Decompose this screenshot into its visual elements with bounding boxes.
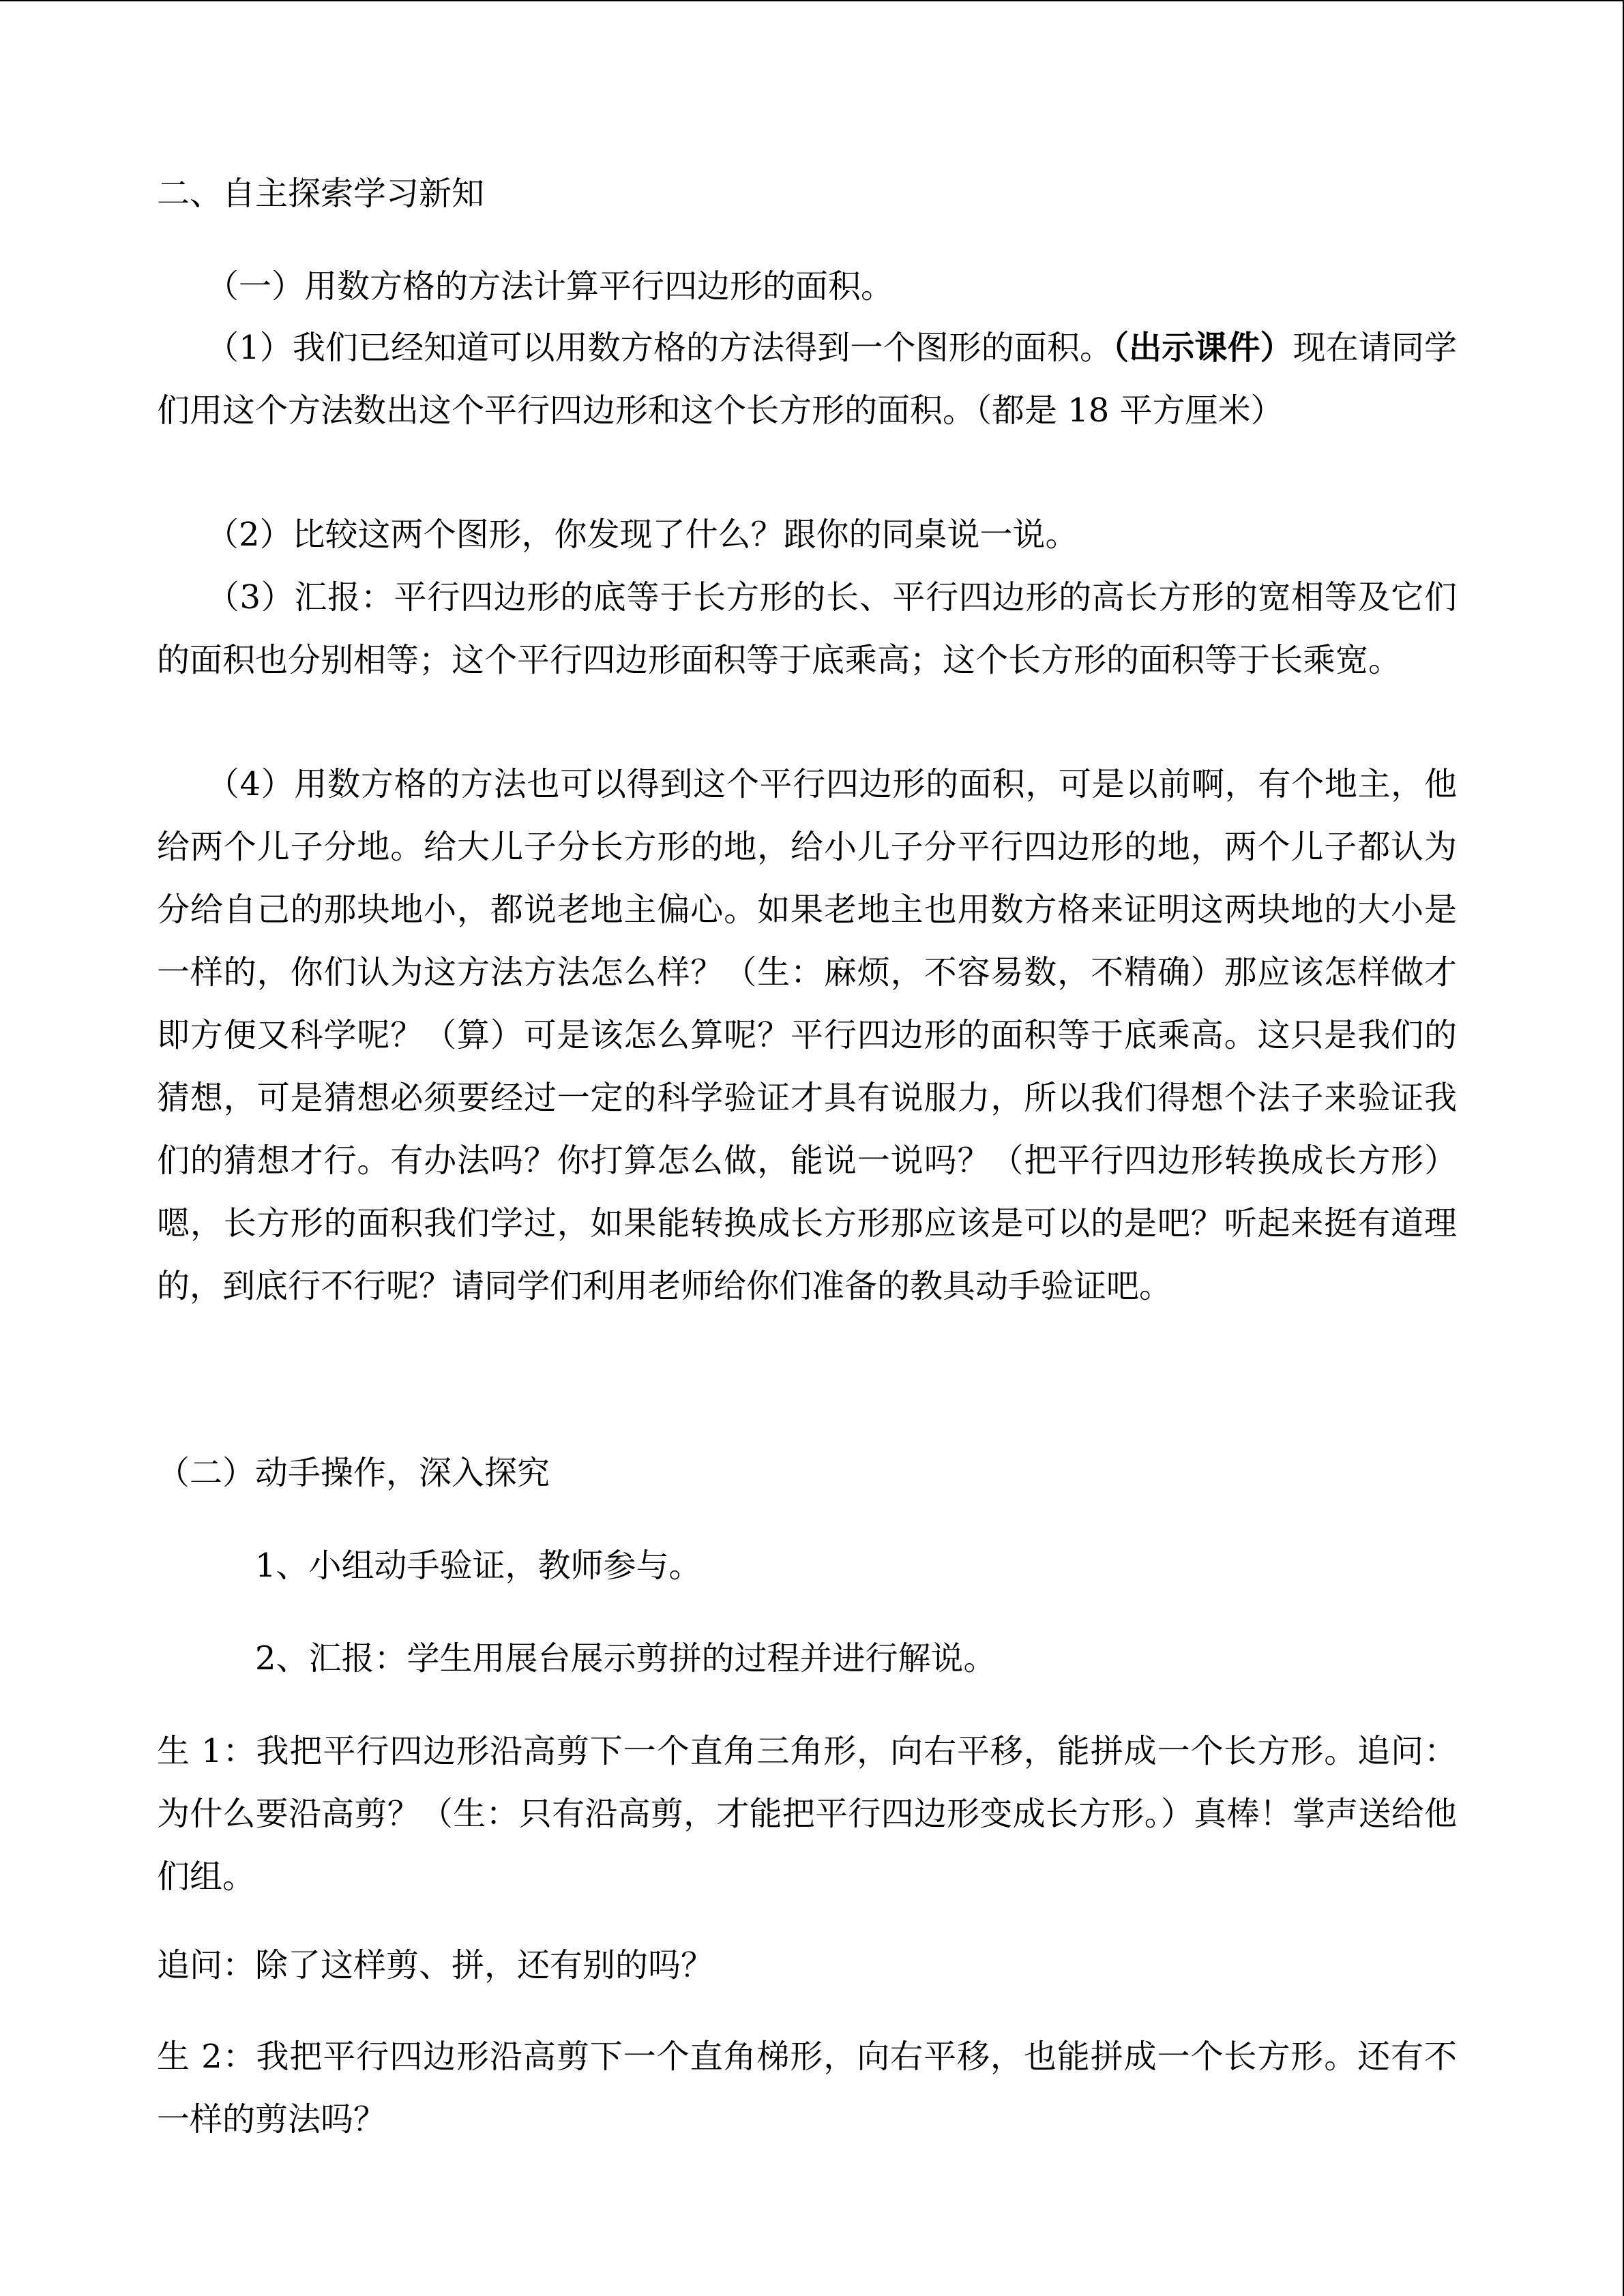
student-answer-2-text: 生 2：我把平行四边形沿高剪下一个直角梯形，向右平移，也能拼成一个长方形。还有不一样的剪法吗？ (157, 2038, 1457, 2138)
paragraph-1-text-a: （1）我们已经知道可以用数方格的方法得到一个图形的面积。 (206, 329, 1113, 367)
subsection-heading-2-text: （二）动手操作，深入探究 (157, 1454, 550, 1492)
subsection-heading-2 (157, 1442, 1457, 1504)
paragraph-3-text: （3）汇报：平行四边形的底等于长方形的长、平行四边形的高长方形的宽相等及它们的面积也分别相等；这个平行四边形面积等于底乘高；这个长方形的面积等于长乘宽。 (157, 578, 1457, 679)
paragraph-2 (157, 503, 1457, 566)
section-heading-text: 二、自主探索学习新知 (157, 175, 485, 213)
paragraph-4-text: （4）用数方格的方法也可以得到这个平行四边形的面积，可是以前啊，有个地主，他给两个儿子分地。给大儿子分长方形的地，给小儿子分平行四边形的地，两个儿子都认为分给自己的那块地小，都说老地主偏心。如果老地主也用数方格来证明这两块地的大小是一样的，你们认为这方法方法怎么样？（生：麻烦，不容易数，不精确）那应该怎样做才即方便又科学呢？（算）可是该怎么算呢？平行四边形的面积等于底乘高。这只是我们的猜想，可是猜想必须要经过一定的科学验证才具有说服力，所以我们得想个法子来验证我们的猜想才行。有办法吗？你打算怎么做，能说一说吗？（把平行四边形转换成长方形）嗯，长方形的面积我们学过，如果能转换成长方形那应该是可以的是吧？听起来挺有道理的，到底行不行呢？请同学们利用老师给你们准备的教具动手验证吧。 (157, 765, 1457, 1305)
paragraph-1-bold-text: （出示课件） (1112, 329, 1293, 367)
section-heading (157, 162, 1457, 225)
step-2-text: 2、汇报：学生用展台展示剪拼的过程并进行解说。 (255, 1639, 996, 1678)
paragraph-1 (157, 316, 1457, 442)
paragraph-1-text-b: 现在请同学们用这个方法数出这个平行四边形和这个长方形的面积。（都是 18 平方厘米） (157, 329, 1457, 430)
student-answer-1 (157, 1720, 1457, 1908)
subsection-heading-1 (206, 255, 1457, 318)
paragraph-4 (157, 753, 1457, 1317)
student-answer-2 (157, 2025, 1457, 2151)
follow-up-question (157, 1934, 1457, 1997)
subsection-heading-1-text: （一）用数方格的方法计算平行四边形的面积。 (206, 267, 894, 305)
paragraph-2-text: （2）比较这两个图形，你发现了什么？跟你的同桌说一说。 (206, 516, 1078, 554)
step-1-text: 1、小组动手验证，教师参与。 (255, 1547, 702, 1585)
student-answer-1-text: 生 1：我把平行四边形沿高剪下一个直角三角形，向右平移，能拼成一个长方形。追问：为什么要沿高剪？（生：只有沿高剪，才能把平行四边形变成长方形。）真棒！掌声送给他们组。 (157, 1732, 1457, 1896)
follow-up-question-text: 追问：除了这样剪、拼，还有别的吗？ (157, 1946, 714, 1984)
step-1 (206, 1534, 1457, 1597)
paragraph-3 (157, 566, 1457, 691)
step-2 (206, 1627, 1457, 1690)
